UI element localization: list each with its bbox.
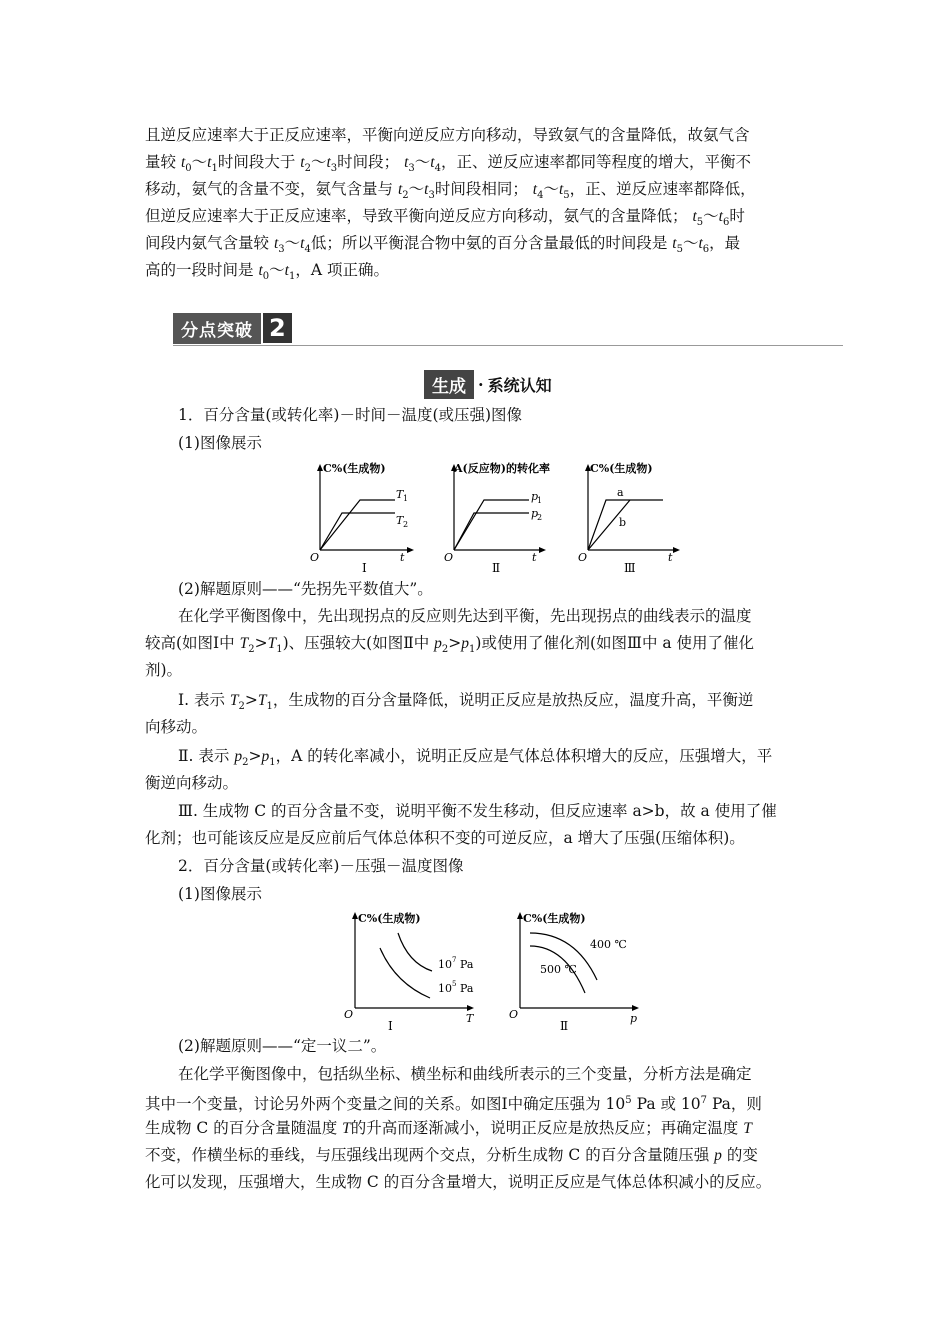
- text-line: [145, 717, 207, 737]
- graph-2-p2-sub: 2: [537, 513, 543, 522]
- graph-4-c2-unit: Pa: [460, 982, 474, 995]
- graph-2-origin: O: [444, 551, 454, 564]
- graph-1-T2: T: [396, 514, 404, 527]
- italic-var: T: [743, 1120, 752, 1137]
- graph-row-2: [340, 908, 660, 1033]
- graph-5-c2: 500 ℃: [540, 963, 577, 976]
- superscript: 5: [625, 1095, 632, 1106]
- text: 化剂；也可能该反应是反应前后气体总体积不变的可逆反应，a 增大了压强(压缩体积)。: [145, 829, 745, 847]
- graph-4: [344, 911, 475, 1033]
- graph-5: [509, 911, 639, 1033]
- badge-label: 分点突破: [173, 313, 261, 344]
- text-line: [145, 1118, 752, 1139]
- text-line: 移动，氨气的含量不变，氨气含量与 $t_2\sim t_3$时间段相同； $t_4\sim t_5$，正、逆反应速率都降低，: [145, 180, 756, 202]
- text: ，A 的转化率减小，说明正反应是气体总体积增大的反应，压强增大，平: [275, 747, 773, 765]
- graph-5-origin: O: [509, 1008, 519, 1021]
- graph-4-c2: 10: [438, 982, 452, 995]
- graph-3-b: b: [619, 516, 627, 529]
- text-line: [178, 606, 752, 626]
- text: Ⅰ. 表示: [178, 691, 230, 709]
- text: 时间段相同；: [434, 180, 533, 198]
- subheading: [178, 884, 262, 904]
- text-line: [145, 1091, 762, 1114]
- graph-4-c1-unit: Pa: [460, 958, 474, 971]
- graph-4-c2-exp: 5: [452, 980, 457, 988]
- text: )或使用了催化剂(如图Ⅲ中 a 使用了催化: [475, 634, 755, 652]
- text-line: 间段内氨气含量较 $t_3\sim t_4$低；所以平衡混合物中氨的百分含量最低的时间段是 $t_5\sim t_6$，最: [145, 234, 741, 256]
- graph-1-origin: O: [310, 551, 320, 564]
- heading-text: 1．百分含量(或转化率)－时间－温度(或压强)图像: [178, 406, 523, 424]
- graph-4-c1-exp: 7: [452, 956, 457, 964]
- graph-1-T1: T: [396, 488, 404, 501]
- text: Pa 或 10: [631, 1095, 701, 1114]
- graph-3-a: a: [617, 486, 624, 499]
- graph-2-p2: p: [531, 507, 539, 520]
- text: 化可以发现，压强增大，生成物 C 的百分含量增大，说明正反应是气体总体积减小的反应。: [145, 1173, 772, 1191]
- subheading: [178, 433, 262, 453]
- text-line: 较高(如图Ⅰ中 $T_2>T_1$)、压强较大(如图Ⅱ中 $p_2>p_1$)或使用了催化剂(如图Ⅲ中 a 使用了催化: [145, 634, 755, 656]
- text: ，生成物的百分含量降低，说明正反应是放热反应，温度升高，平衡逆: [272, 691, 754, 709]
- graph-5-c1: 400 ℃: [590, 938, 627, 951]
- text: ，正、逆反应速率都降低，: [569, 180, 756, 198]
- subheading: [178, 1036, 386, 1056]
- heading-2: [178, 856, 463, 876]
- sub-text: (2)解题原则——“先拐先平数值大”。: [178, 580, 433, 598]
- text: 向移动。: [145, 718, 208, 736]
- text: ，A 项正确。: [295, 261, 389, 279]
- graph-1-caption: Ⅰ: [362, 561, 367, 575]
- text: 量较: [145, 153, 181, 171]
- text: 生成物 C 的百分含量随温度: [145, 1119, 343, 1137]
- text-line: [178, 1064, 752, 1084]
- graph-3-ylabel: C%(生成物): [590, 462, 653, 475]
- divider: [173, 345, 843, 346]
- text: 剂)。: [145, 661, 183, 679]
- text: 低；所以平衡混合物中氨的百分含量最低的时间段是: [310, 234, 673, 252]
- text: 但逆反应速率大于正反应速率，导致平衡向逆反应方向移动，氨气的含量降低；: [145, 207, 693, 225]
- graph-1-T1-sub: 1: [403, 494, 409, 503]
- graph-2-caption: Ⅱ: [492, 561, 501, 575]
- graph-4-ylabel: C%(生成物): [358, 912, 421, 925]
- text-line: [178, 801, 777, 821]
- text-line: Ⅱ. 表示 $p_2>p_1$，A 的转化率减小，说明正反应是气体总体积增大的反应，压强增大，平: [178, 747, 773, 769]
- graph-5-caption: Ⅱ: [560, 1019, 569, 1033]
- text: 时间段；: [337, 153, 405, 171]
- text-line: Ⅰ. 表示 $T_2>T_1$，生成物的百分含量降低，说明正反应是放热反应，温度升高，平衡逆: [178, 691, 754, 713]
- graph-1-ylabel: C%(生成物): [323, 462, 386, 475]
- text: 其中一个变量，讨论另外两个变量之间的关系。如图Ⅰ中确定压强为 10: [145, 1095, 626, 1114]
- text: 时间段大于: [217, 153, 301, 171]
- graph-5-xlabel: p: [630, 1012, 638, 1025]
- section-title-text: 系统认知: [487, 376, 552, 395]
- sub-text: (1)图像展示: [178, 434, 262, 452]
- text: 移动，氨气的含量不变，氨气含量与: [145, 180, 398, 198]
- section-badge: [173, 313, 292, 343]
- text-line: 量较 $t_0\sim t_1$时间段大于 $t_2\sim t_3$时间段； $t_3\sim t_4$，正、逆反应速率都同等程度的增大，平衡不: [145, 153, 751, 175]
- graph-4-xlabel: T: [466, 1012, 474, 1025]
- graph-3-origin: O: [578, 551, 588, 564]
- text-line: 但逆反应速率大于正反应速率，导致平衡向逆反应方向移动，氨气的含量降低； $t_5\sim t_6$时: [145, 207, 745, 229]
- text: ，最: [709, 234, 741, 252]
- section-title: [424, 370, 552, 399]
- text: 时: [729, 207, 745, 225]
- text: 较高(如图Ⅰ中: [145, 634, 240, 652]
- graph-4-c1: 10: [438, 958, 452, 971]
- sub-text: (1)图像展示: [178, 885, 262, 903]
- graph-3-caption: Ⅲ: [624, 561, 636, 575]
- heading-text: 2．百分含量(或转化率)－压强－温度图像: [178, 857, 464, 875]
- text-line: [145, 125, 750, 145]
- graph-3-xlabel: t: [668, 551, 673, 564]
- sub-text: (2)解题原则——“定一议二”。: [178, 1037, 387, 1055]
- italic-var: T: [342, 1120, 351, 1137]
- text-line: 高的一段时间是 $t_0\sim t_1$，A 项正确。: [145, 261, 389, 283]
- text: 的变: [721, 1146, 758, 1164]
- heading-1: [178, 405, 522, 425]
- graph-3: [578, 461, 680, 575]
- text: 的升高而逐渐减小，说明正反应是放热反应；再确定温度: [350, 1119, 744, 1137]
- text: 高的一段时间是: [145, 261, 259, 279]
- text-line: [145, 1172, 771, 1192]
- graph-2-ylabel: A(反应物)的转化率: [454, 462, 550, 475]
- text-line: [145, 1145, 758, 1166]
- section-tag: 生成: [424, 370, 474, 399]
- graph-2: [444, 461, 550, 575]
- graph-2-xlabel: t: [532, 551, 537, 564]
- graph-1-T2-sub: 2: [403, 520, 409, 529]
- section-dot: ·: [478, 375, 484, 394]
- text: )、压强较大(如图Ⅱ中: [282, 634, 435, 652]
- text: 且逆反应速率大于正反应速率，平衡向逆反应方向移动，导致氨气的含量降低，故氨气含: [145, 126, 750, 144]
- graph-4-origin: O: [344, 1008, 354, 1021]
- text: Pa，则: [707, 1095, 762, 1114]
- text: 间段内氨气含量较: [145, 234, 274, 252]
- italic-var: p: [714, 1147, 722, 1164]
- text-line: [145, 828, 745, 848]
- text: 在化学平衡图像中，包括纵坐标、横坐标和曲线所表示的三个变量，分析方法是确定: [178, 1065, 752, 1083]
- graph-row-1: [300, 458, 690, 576]
- text: Ⅱ. 表示: [178, 747, 235, 765]
- text-line: [145, 660, 182, 680]
- graph-2-p1-sub: 1: [537, 496, 543, 505]
- graph-1-xlabel: t: [400, 551, 405, 564]
- text: 衡逆向移动。: [145, 774, 239, 792]
- badge-number: 2: [261, 313, 292, 343]
- graph-5-ylabel: C%(生成物): [523, 912, 586, 925]
- text: Ⅲ. 生成物 C 的百分含量不变，说明平衡不发生移动，但反应速率 a>b，故 a 使用了催: [178, 802, 777, 820]
- superscript: 7: [700, 1095, 708, 1106]
- graph-4-caption: Ⅰ: [388, 1019, 393, 1033]
- graph-2-p1: p: [531, 490, 539, 503]
- text: ，正、逆反应速率都同等程度的增大，平衡不: [440, 153, 751, 171]
- text: 在化学平衡图像中，先出现拐点的反应则先达到平衡，先出现拐点的曲线表示的温度: [178, 607, 752, 625]
- graph-1: [310, 461, 414, 575]
- subheading: [178, 579, 433, 599]
- text-line: [145, 773, 238, 793]
- text: 不变，作横坐标的垂线，与压强线出现两个交点，分析生成物 C 的百分含量随压强: [145, 1146, 715, 1164]
